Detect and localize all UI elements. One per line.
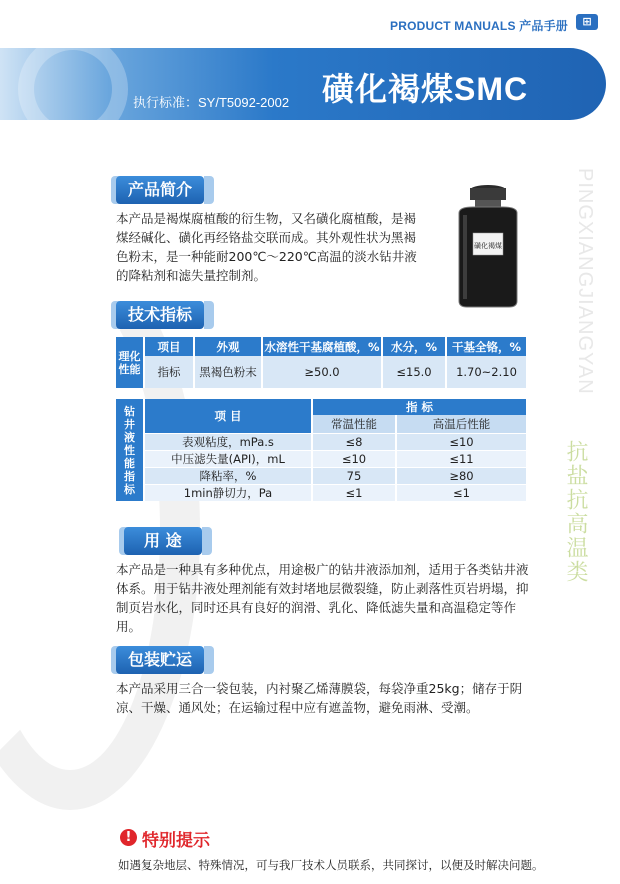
- manual-label: PRODUCT MANUALS 产品手册: [390, 19, 568, 33]
- physchem-header-humic: 水溶性干基腐植酸，%: [262, 337, 382, 356]
- physchem-cell: ≥50.0: [262, 356, 382, 388]
- drilling-cell: ≤10: [396, 433, 526, 450]
- physchem-header-moisture: 水分，%: [382, 337, 446, 356]
- product-jar-image: [449, 183, 527, 309]
- usage-text: 本产品是一种具有多种优点，用途极广的钻井液添加剂，适用于各类钻井液体系。用于钻井液处理剂能有效封堵地层微裂缝，防止剥落性页岩坍塌，抑制页岩水化，同时还具有良好的润滑、乳化、降低滤失量和高温稳定等作用。: [116, 562, 529, 634]
- warning-icon: !: [120, 829, 137, 846]
- physchem-cell: ≤15.0: [382, 356, 446, 388]
- drilling-row: [116, 484, 526, 501]
- drilling-cell: ≤11: [396, 450, 526, 467]
- top-bar: [0, 0, 620, 46]
- physchem-header-appearance: 外观: [194, 337, 262, 356]
- intro-text: 本产品是褐煤腐植酸的衍生物，又名磺化腐植酸，是褐煤经碱化、磺化再经铬盐交联而成。其外观性状为黑褐色粉末，是一种能耐200℃～220℃高温的淡水钻井液的降粘剂和滤失量控制剂。: [116, 211, 417, 283]
- drilling-cell: 降粘率，%: [144, 467, 312, 484]
- drilling-cell: ≤1: [396, 484, 526, 501]
- product-title: 磺化褐煤SMC: [322, 71, 529, 107]
- drilling-fluid-table: [116, 399, 526, 501]
- notice-title: 特别提示: [142, 831, 210, 851]
- jar-label-text: 磺化褐煤: [474, 242, 502, 250]
- drilling-side-label-text: 钻井液性能指标: [124, 404, 135, 496]
- drilling-cell: 表观粘度，mPa.s: [144, 433, 312, 450]
- drilling-subheader-normal: 常温性能: [312, 415, 396, 433]
- physchem-cell: 1.70~2.10: [446, 356, 526, 388]
- notice-text: 如遇复杂地层、特殊情况，可与我厂技术人员联系，共同探讨，以便及时解决问题。: [118, 858, 544, 872]
- drilling-cell: ≤10: [312, 450, 396, 467]
- physchem-header-chrome: 干基全铬，%: [446, 337, 526, 356]
- execution-standard: 执行标准：SY/T5092-2002: [133, 95, 290, 110]
- section-label-usage: 用 途: [124, 527, 202, 555]
- drilling-cell: ≤8: [312, 433, 396, 450]
- vertical-category: 抗盐抗高温类: [563, 440, 588, 584]
- drilling-row: [116, 450, 526, 467]
- physchem-table: [116, 337, 526, 388]
- title-banner: [0, 48, 606, 120]
- drilling-row: [116, 433, 526, 450]
- section-label-specs: 技术指标: [116, 301, 204, 329]
- drilling-cell: 1min静切力，Pa: [144, 484, 312, 501]
- drilling-header-index: 指 标: [312, 399, 526, 415]
- banner-pattern-decoration: [18, 48, 128, 120]
- section-label-intro: 产品简介: [116, 176, 204, 204]
- drilling-side-label: [116, 399, 144, 501]
- drilling-header-item: 项 目: [144, 399, 312, 433]
- physchem-header-item: 项目: [144, 337, 194, 356]
- physchem-side-label: 理化性能: [116, 337, 144, 388]
- drilling-cell: 中压滤失量(API)，mL: [144, 450, 312, 467]
- company-logo-icon: ⊞: [576, 14, 598, 30]
- drilling-cell: ≥80: [396, 467, 526, 484]
- drilling-subheader-hightemp: 高温后性能: [396, 415, 526, 433]
- physchem-cell: 指标: [144, 356, 194, 388]
- drilling-cell: ≤1: [312, 484, 396, 501]
- vertical-company-name: PINGXIANGJIANGYAN: [574, 168, 596, 395]
- section-label-packaging: 包装贮运: [116, 646, 204, 674]
- drilling-cell: 75: [312, 467, 396, 484]
- drilling-row: [116, 467, 526, 484]
- physchem-cell: 黑褐色粉末: [194, 356, 262, 388]
- packaging-text: 本产品采用三合一袋包装，内衬聚乙烯薄膜袋，每袋净重25kg；储存于阴凉、干燥、通风处；在运输过程中应有遮盖物，避免雨淋、受潮。: [116, 681, 523, 715]
